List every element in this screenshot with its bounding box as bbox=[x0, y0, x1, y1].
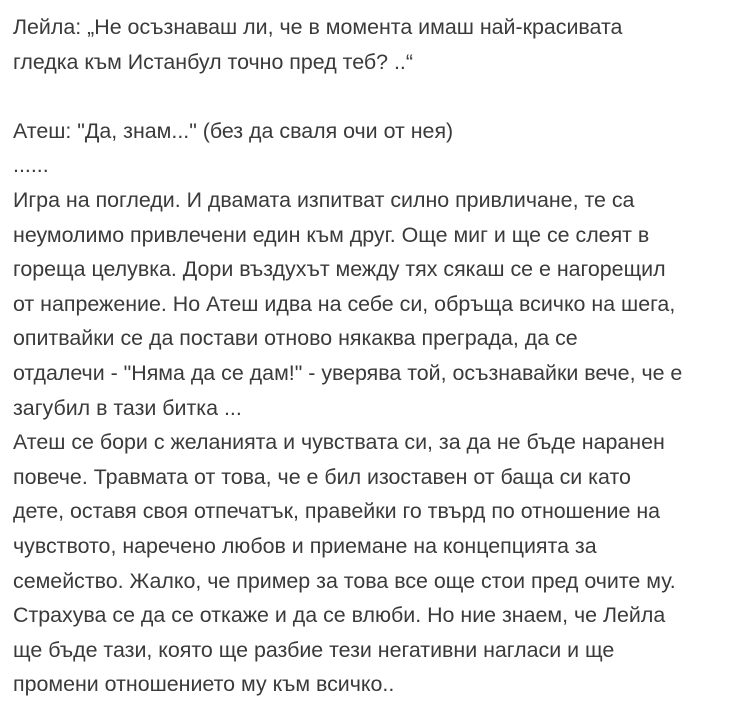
text-line: Атеш се бори с желанията и чувствата си, за да не бъде наранен bbox=[13, 430, 665, 455]
text-line: загубил в тази битка ... bbox=[13, 395, 242, 420]
text-line: неумолимо привлечени един към друг. Още миг и ще се слеят в bbox=[13, 222, 650, 247]
text-line: промени отношението му към всичко.. bbox=[13, 672, 395, 697]
text-line: Страхува се да се откаже и да се влюби. Но ние знаем, че Лейла bbox=[13, 603, 666, 628]
text-line: гледка към Истанбул точно пред теб? ..“ bbox=[13, 49, 413, 74]
text-line: Игра на погледи. И двамата изпитват силно привличане, те са bbox=[13, 187, 635, 212]
text-line: чувството, наречено любов и приемане на концепцията за bbox=[13, 533, 597, 558]
text-line: ще бъде тази, която ще разбие тези негативни нагласи и ще bbox=[13, 637, 615, 662]
text-line: повече. Травмата от това, че е бил изоставен от баща си като bbox=[13, 464, 631, 489]
dialogue-leyla bbox=[13, 10, 728, 79]
text-line: Атеш: "Да, знам..." (без да сваля очи от нея) bbox=[13, 118, 454, 143]
text-line: отдалечи - "Няма да се дам!" - уверява той, осъзнавайки вече, че е bbox=[13, 360, 683, 385]
paragraph-trauma bbox=[13, 425, 728, 702]
dialogue-atesh bbox=[13, 114, 728, 183]
text-line: Лейла: „Не осъзнаваш ли, че в момента имаш най-красивата bbox=[13, 15, 623, 39]
text-line: от напрежение. Но Атеш идва на себе си, обръща всичко на шега, bbox=[13, 291, 676, 316]
text-line: опитвайки се да постави отново някаква преграда, да се bbox=[13, 326, 578, 351]
text-line: семейство. Жалко, че пример за това все още стои пред очите му. bbox=[13, 568, 676, 593]
blank-line bbox=[13, 79, 728, 114]
ellipsis-line: ...... bbox=[13, 153, 49, 178]
text-line: гореща целувка. Дори въздухът между тях сякаш се е нагорещил bbox=[13, 257, 666, 282]
text-line: дете, оставя своя отпечатък, правейки го твърд по отношение на bbox=[13, 499, 661, 524]
paragraph-glances bbox=[13, 183, 728, 425]
